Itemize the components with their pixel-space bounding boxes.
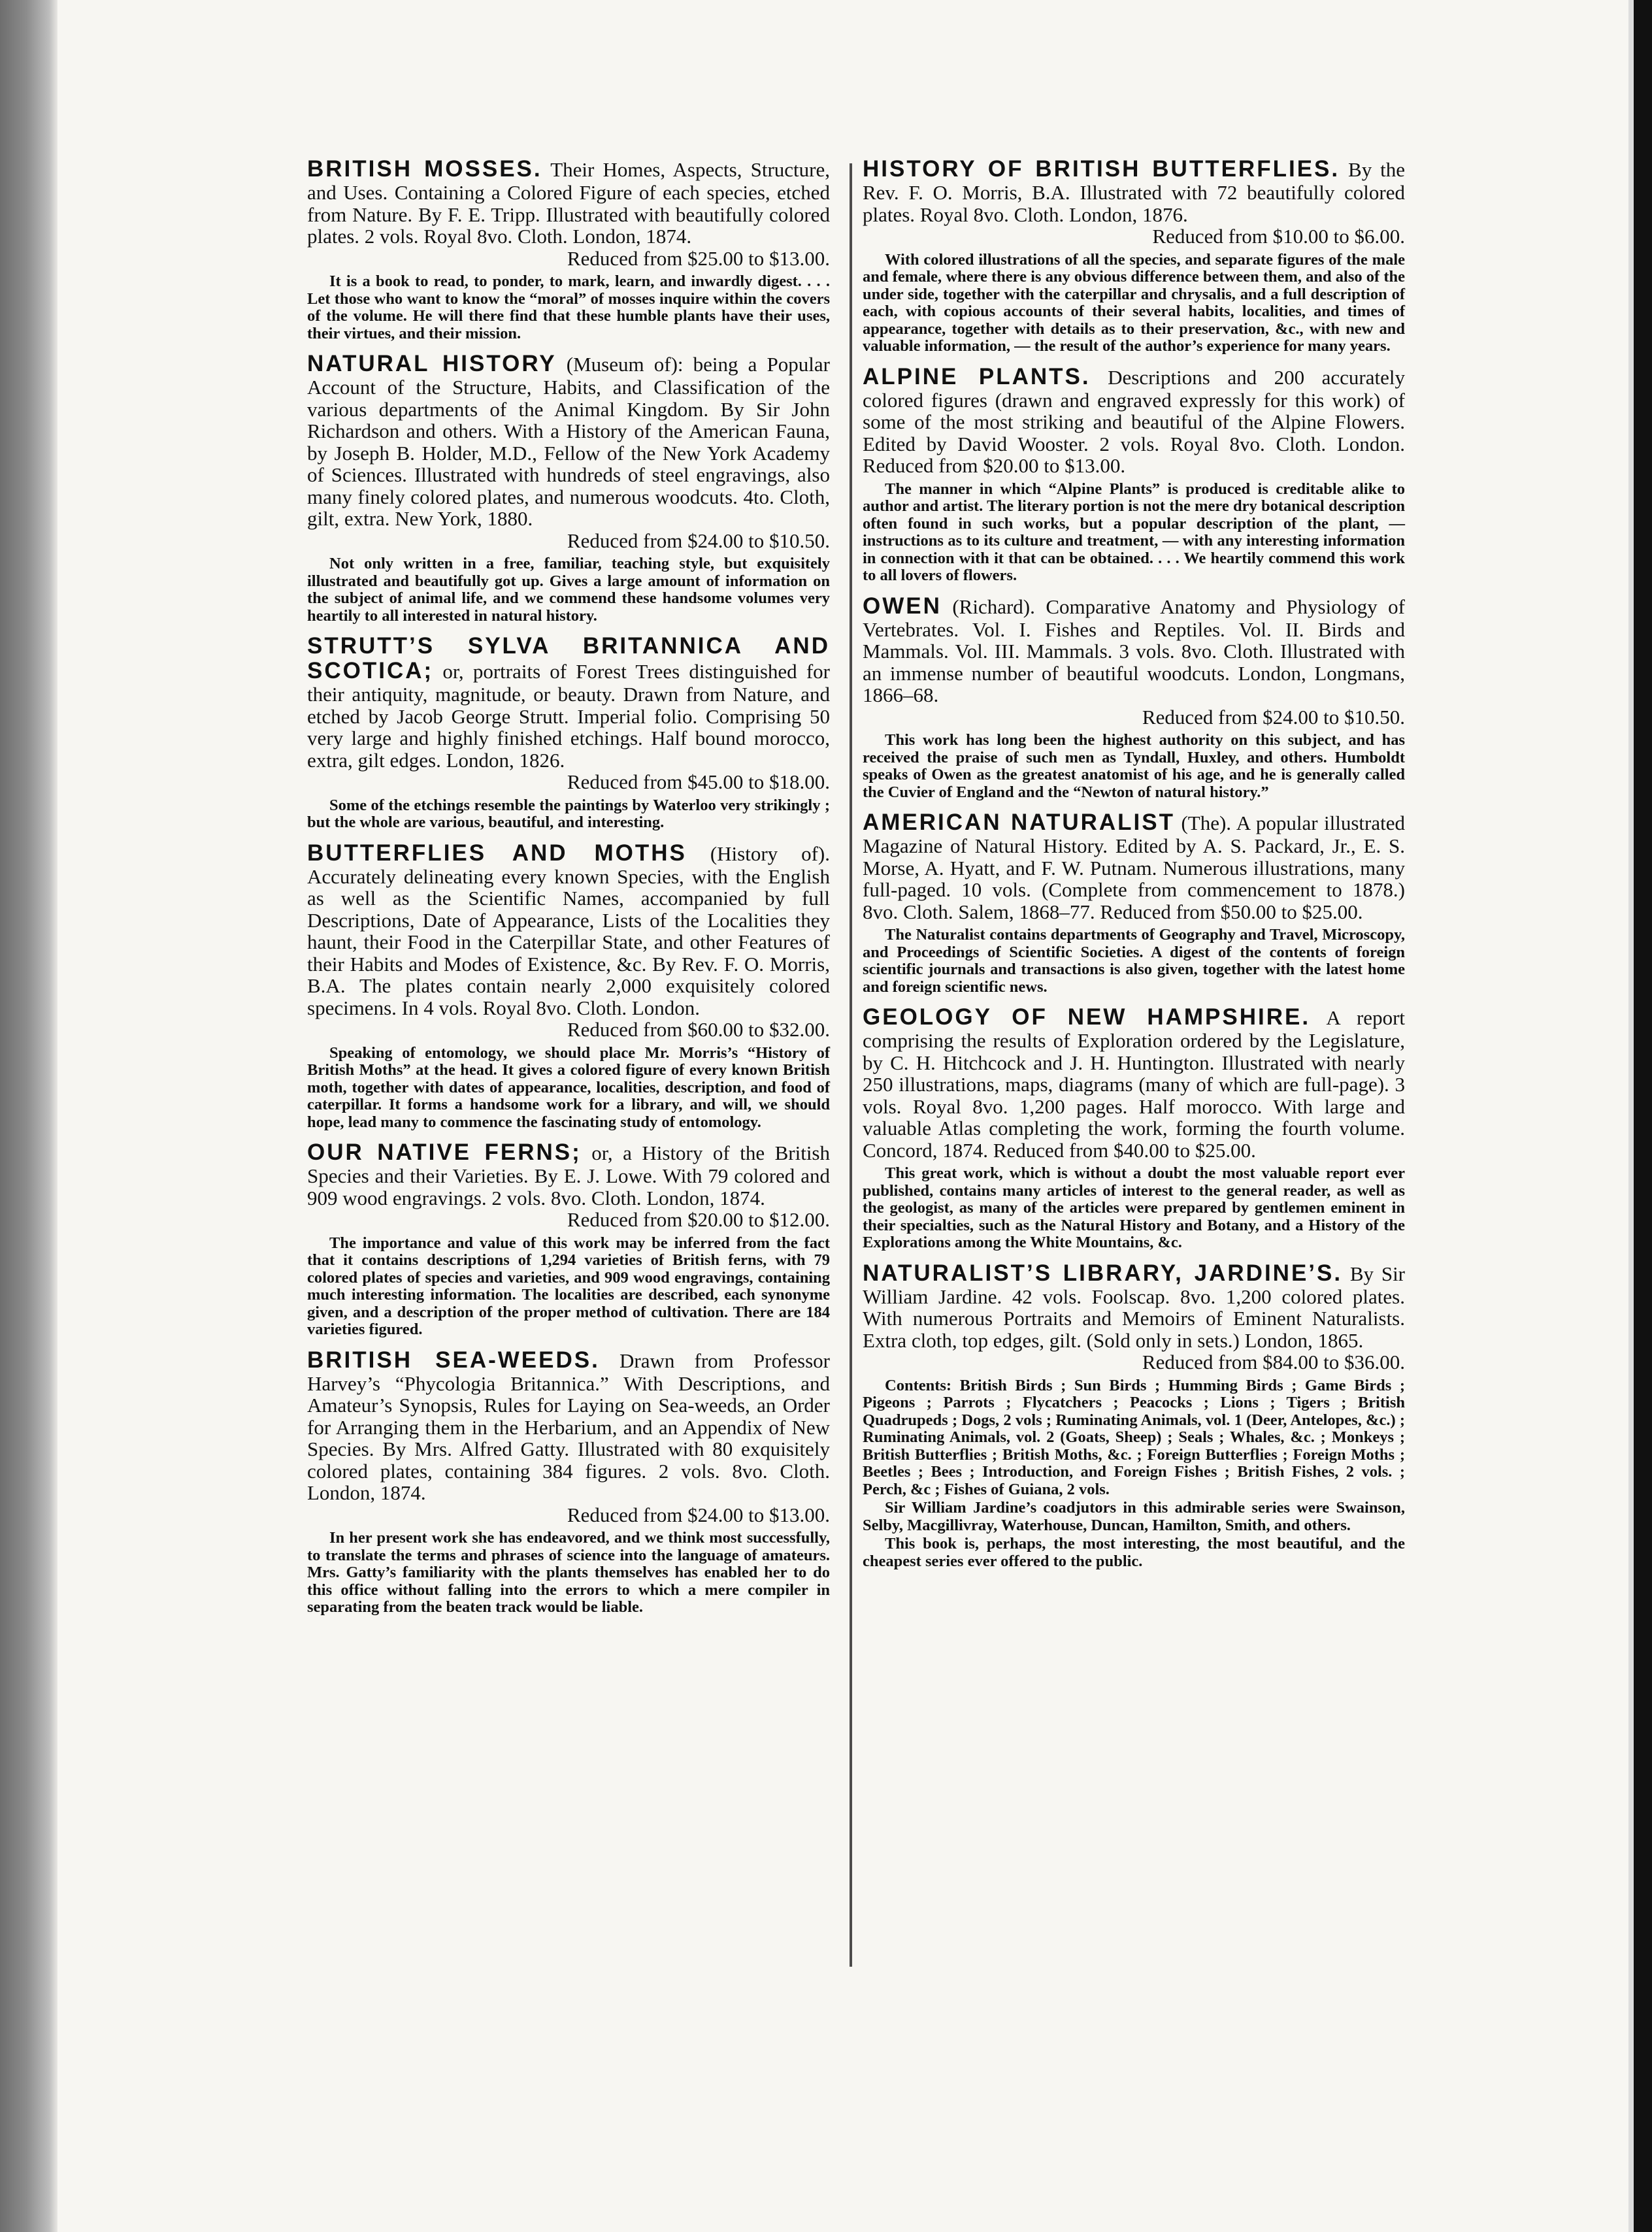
entry-description: (Museum of): being a Popular Account of the Structure, Habits, and Classification of the various departments of the Animal Kingdom. By Sir John Richardson and others. With a History of the American Fauna, by Joseph B. Holder, M.D., Fellow of the New York Academy of Sciences. Illustrated with hundreds of steel engravings, also many finely colored plates, and numerous woodcuts. 4to. Cloth, gilt, extra. New York, 1880. bbox=[307, 353, 830, 530]
entry-price: Reduced from $24.00 to $13.00. bbox=[567, 1503, 830, 1526]
entry-body bbox=[307, 352, 830, 530]
entry-description: Their Homes, Aspects, Structure, and Uses. Containing a Colored Figure of each species, etched from Nature. By F. E. Tripp. Illustrated with beautifully colored plates. 2 vols. Royal 8vo. Cloth. London, 1874. bbox=[307, 158, 830, 248]
entry-title: ALPINE PLANTS. bbox=[863, 363, 1091, 389]
catalog-entry bbox=[307, 352, 830, 625]
entry-description: (The). A popular illustrated Magazine of Natural History. Edited by A. S. Packard, Jr., E. S. Morse, A. Hyatt, and F. W. Putnam. Numerous illustrations, many full-paged. 10 vols. (Complete from commencement to 1878.) 8vo. Cloth. Salem, 1868–77. Reduced from $50.00 to $25.00. bbox=[863, 812, 1405, 923]
entry-title: BRITISH MOSSES. bbox=[307, 156, 542, 182]
entry-price: Reduced from $20.00 to $12.00. bbox=[567, 1208, 830, 1231]
catalog-entry bbox=[863, 810, 1405, 996]
entry-note: Some of the etchings resemble the paintings by Waterloo very strikingly ; but the whole are various, beautiful, and interesting. bbox=[307, 796, 830, 831]
entry-title: NATURALIST’S LIBRARY, JARDINE’S. bbox=[863, 1260, 1343, 1286]
catalog-entry bbox=[307, 157, 830, 342]
entry-note: In her present work she has endeavored, and we think most successfully, to translate the terms and phrases of science into the language of amateurs. Mrs. Gatty’s familiarity with the plants themselves has enabled her to do this office without falling into the errors to which a mere compiler in separating from the beaten track would be liable. bbox=[307, 1529, 830, 1616]
entry-price: Reduced from $24.00 to $10.50. bbox=[1142, 705, 1405, 729]
entry-description: or, portraits of Forest Trees distinguished for their antiquity, magnitude, or beauty. Drawn from Nature, and etched by Jacob George Strutt. Imperial folio. Comprising 50 very large and highly finished etchings. Half bound morocco, extra, gilt edges. London, 1826. bbox=[307, 660, 830, 772]
entry-body bbox=[863, 365, 1405, 477]
page-edge-right bbox=[1634, 0, 1652, 2232]
entry-body bbox=[863, 157, 1405, 225]
entry-body bbox=[863, 1005, 1405, 1161]
entry-description: By the Rev. F. O. Morris, B.A. Illustrated with 72 beautifully colored plates. Royal 8vo. Cloth. London, 1876. bbox=[863, 158, 1405, 226]
entry-note: The manner in which “Alpine Plants” is produced is creditable alike to author and artist. The literary portion is not the mere dry botanical description often found in such works, but a popular description of the plant, — instructions as to its culture and treatment, — with any interesting information in connection with it that can be obtained. . . . We heartily commend this work to all lovers of flowers. bbox=[863, 480, 1405, 584]
catalog-entry bbox=[863, 594, 1405, 802]
entry-note: Speaking of entomology, we should place Mr. Morris’s “History of British Moths” at the head. It gives a colored figure of every known British moth, together with dates of appearance, localities, description, and food of caterpillar. It forms a handsome work for a library, and will, we should hope, lead many to commence the fascinating study of entomology. bbox=[307, 1043, 830, 1131]
entry-description: By Sir William Jardine. 42 vols. Foolscap. 8vo. 1,200 colored plates. With numerous Portraits and Memoirs of Eminent Naturalists. Extra cloth, top edges, gilt. (Sold only in sets.) London, 1865. bbox=[863, 1262, 1406, 1352]
catalog-entry bbox=[863, 365, 1405, 585]
entry-description: A report comprising the results of Exploration ordered by the Legislature, by C. H. Hitchcock and J. H. Huntington. Illustrated with nearly 250 illustrations, maps, diagrams (many of which are full-page). 3 vols. Royal 8vo. 1,200 pages. Half morocco. With large and valuable Atlas completing the work, forming the fourth volume. Concord, 1874. Reduced from $40.00 to $25.00. bbox=[863, 1006, 1406, 1162]
entry-note: With colored illustrations of all the species, and separate figures of the male and female, where there is any obvious difference between them, and also of the under side, together with the caterpillar and chrysalis, and a full description of each, with copious accounts of their several habits, localities, and times of appearance, together with details as to their preservation, &c., with new and valuable information, — the result of the author’s experience for many years. bbox=[863, 250, 1405, 355]
entry-body bbox=[863, 1261, 1405, 1352]
entry-note: The Naturalist contains departments of Geography and Travel, Microscopy, and Proceedings of Scientific Societies. A digest of the contents of foreign scientific journals and transactions is also given, together with the latest home and foreign scientific news. bbox=[863, 926, 1405, 996]
entry-price: Reduced from $24.00 to $10.50. bbox=[567, 529, 830, 552]
entry-title: BUTTERFLIES AND MOTHS bbox=[307, 840, 687, 866]
catalog-entry bbox=[307, 1140, 830, 1339]
catalog-entry bbox=[863, 1261, 1405, 1571]
entry-note: This great work, which is without a doubt the most valuable report ever published, contains many articles of interest to the general reader, as well as the geologist, as many of the articles were prepared by gentlemen eminent in their specialties, such as the Natural History and Botany, and a History of the Explorations among the White Mountains, &c. bbox=[863, 1164, 1405, 1251]
entry-body bbox=[307, 157, 830, 248]
entry-body bbox=[307, 634, 830, 771]
right-column bbox=[863, 157, 1405, 1579]
entry-note: It is a book to read, to ponder, to mark, learn, and inwardly digest. . . . Let those who want to know the “moral” of mosses inquire within the covers of the volume. He will there find that these humble plants have their uses, their virtues, and their mission. bbox=[307, 272, 830, 342]
catalog-entry bbox=[307, 634, 830, 832]
entry-description: Drawn from Professor Harvey’s “Phycologia Britannica.” With Descriptions, and Amateur’s Synopsis, Rules for Laying on Sea-weeds, an Order for Arranging them in the Herbarium, and an Appendix of New Species. By Mrs. Alfred Gatty. Illustrated with 80 exquisitely colored plates, containing 384 figures. 2 vols. 8vo. Cloth. London, 1874. bbox=[307, 1349, 831, 1504]
catalog-entry bbox=[863, 157, 1405, 355]
entry-price: Reduced from $45.00 to $18.00. bbox=[567, 770, 830, 793]
column-divider bbox=[850, 163, 852, 1967]
entry-title: OUR NATIVE FERNS; bbox=[307, 1140, 582, 1165]
entry-price: Reduced from $25.00 to $13.00. bbox=[567, 246, 830, 270]
entry-price: Reduced from $10.00 to $6.00. bbox=[1152, 225, 1405, 248]
entry-note: The importance and value of this work may be inferred from the fact that it contains descriptions of 1,294 varieties of British ferns, with 79 colored plates of species and varieties, and 909 wood engravings, containing much interesting information. The localities are described, each synonyme given, and a description of the proper method of cultivation. There are 184 varieties figured. bbox=[307, 1234, 830, 1338]
entry-note: Not only written in a free, familiar, teaching style, but exquisitely illustrated and beautifully got up. Gives a large amount of information on the subject of animal life, and we commend these handsome volumes very heartily to all interested in natural history. bbox=[307, 555, 830, 625]
entry-title: BRITISH SEA-WEEDS. bbox=[307, 1347, 600, 1373]
entry-title: OWEN bbox=[863, 593, 942, 619]
entry-description: or, a History of the British Species and their Varieties. By E. J. Lowe. With 79 colored and 909 wood engravings. 2 vols. 8vo. Cloth. London, 1874. bbox=[307, 1141, 830, 1209]
entry-note: Contents: British Birds ; Sun Birds ; Humming Birds ; Game Birds ; Pigeons ; Parrots ; Flycatchers ; Peacocks ; Lions ; Tigers ; British Quadrupeds ; Dogs, 2 vols ; Ruminating Animals, vol. 1 (Deer, Antelopes, &c.) ; Ruminating Animals, vol. 2 (Goats, Sheep) ; Seals ; Whales, &c. ; Monkeys ; British Butterflies ; British Moths, &c. ; Foreign Butterflies ; Foreign Moths ; Beetles ; Bees ; Introduction, and Foreign Fishes ; British Fishes, 2 vols. ; Perch, &c ; Fishes of Guiana, 2 vols. bbox=[863, 1376, 1405, 1498]
entry-title: NATURAL HISTORY bbox=[307, 351, 557, 376]
entry-title: GEOLOGY OF NEW HAMPSHIRE. bbox=[863, 1004, 1311, 1030]
entry-title: HISTORY OF BRITISH BUTTERFLIES. bbox=[863, 156, 1340, 182]
entry-note: Sir William Jardine’s coadjutors in this admirable series were Swainson, Selby, Macgillivray, Waterhouse, Duncan, Hamilton, Smith, and others. bbox=[863, 1499, 1405, 1534]
entry-body bbox=[863, 810, 1405, 923]
entry-price: Reduced from $84.00 to $36.00. bbox=[1142, 1351, 1405, 1373]
entry-note: This work has long been the highest authority on this subject, and has received the praise of such men as Tyndall, Huxley, and others. Humboldt speaks of Owen as the greatest anatomist of his age, and he is generally called the Cuvier of England and the “Newton of natural history.” bbox=[863, 731, 1405, 801]
entry-description: (Richard). Comparative Anatomy and Physiology of Vertebrates. Vol. I. Fishes and Reptiles. Vol. II. Birds and Mammals. Vol. III. Mammals. 3 vols. 8vo. Cloth. Illustrated with an immense number of beautiful woodcuts. London, Longmans, 1866–68. bbox=[863, 595, 1406, 706]
entry-title: AMERICAN NATURALIST bbox=[863, 810, 1176, 835]
catalog-entry bbox=[307, 1348, 830, 1617]
entry-body bbox=[863, 594, 1405, 706]
entry-body bbox=[307, 1140, 830, 1209]
entry-body bbox=[307, 1348, 830, 1504]
left-column bbox=[307, 157, 830, 1626]
entry-description: (History of). Accurately delineating every known Species, with the English as well as the Scientific Names, accompanied by full Descriptions, Date of Appearance, Lists of the Localities they haunt, their Food in the Caterpillar State, and other Features of their Habits and Modes of Existence, &c. By Rev. F. O. Morris, B.A. The plates contain nearly 2,000 exquisitely colored specimens. In 4 vols. Royal 8vo. Cloth. London. bbox=[307, 842, 830, 1019]
entry-title: STRUTT’S SYLVA BRITANNICA AND SCOTICA; bbox=[307, 633, 830, 683]
catalog-entry bbox=[307, 841, 830, 1132]
entry-note: This book is, perhaps, the most interesting, the most beautiful, and the cheapest series ever offered to the public. bbox=[863, 1535, 1405, 1570]
page-edge-left bbox=[0, 0, 58, 2232]
catalog-entry bbox=[863, 1005, 1405, 1252]
entry-body bbox=[307, 841, 830, 1019]
entry-description: Descriptions and 200 accurately colored figures (drawn and engraved expressly for this work) of some of the most striking and beautiful of the Alpine Flowers. Edited by David Wooster. 2 vols. Royal 8vo. Cloth. London. Reduced from $20.00 to $13.00. bbox=[863, 365, 1405, 477]
entry-price: Reduced from $60.00 to $32.00. bbox=[567, 1018, 830, 1041]
